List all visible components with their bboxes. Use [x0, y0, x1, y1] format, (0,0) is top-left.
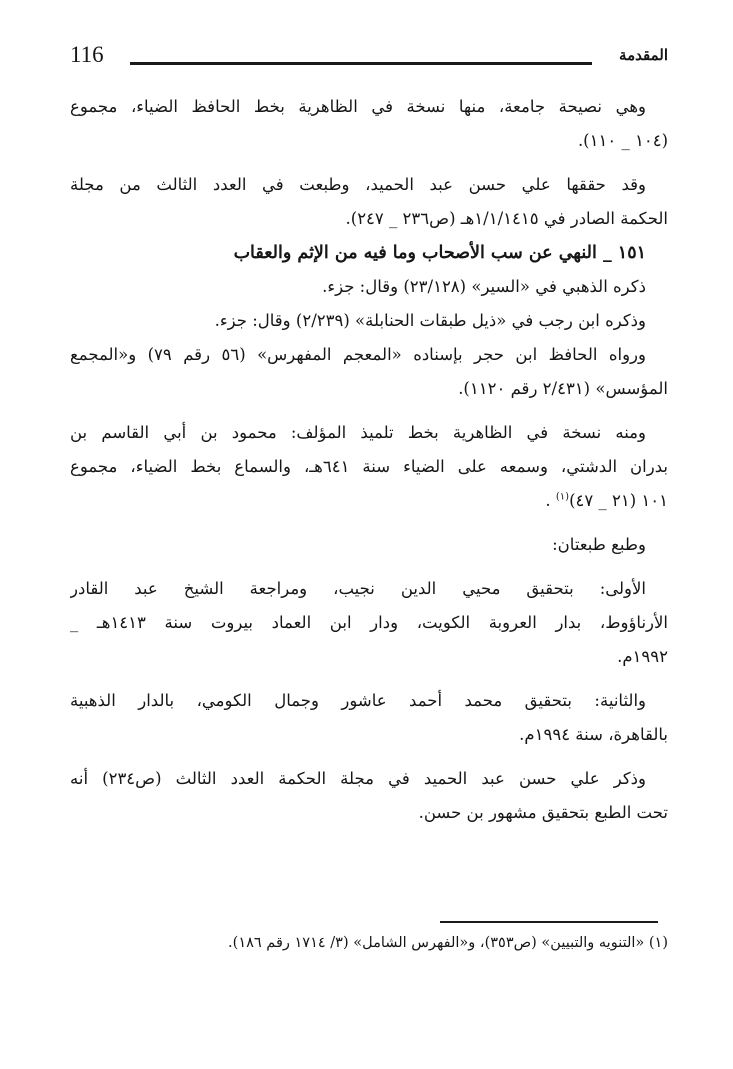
paragraph-line: وذكره ابن رجب في «ذيل طبقات الحنابلة» (٢/٢٣٩) وقال: جزء. — [214, 311, 646, 330]
footnote-reference: (١) — [555, 491, 570, 503]
paragraph-line: وقد حققها علي حسن عبد الحميد، وطبعت في العدد الثالث من مجلة — [70, 175, 646, 194]
section-heading: ١٥١ _ النهي عن سب الأصحاب وما فيه من الإثم والعقاب — [233, 243, 646, 263]
footnote-rule — [440, 921, 658, 923]
page-number: 116 — [70, 42, 104, 67]
paragraph-line: بدران الدشتي، وسمعه على الضياء سنة ٦٤١هـ، والسماع بخط الضياء، مجموع — [70, 457, 668, 476]
paragraph-line: الحكمة الصادر في ١/١/١٤١٥هـ (ص٢٣٦ _ ٢٤٧). — [345, 209, 668, 228]
paragraph-line: وهي نصيحة جامعة، منها نسخة في الظاهرية بخط الحافظ الضياء، مجموع — [70, 97, 646, 116]
running-header — [70, 40, 668, 76]
header-rule — [130, 62, 592, 65]
paragraph-line: تحت الطبع بتحقيق مشهور بن حسن. — [418, 803, 668, 822]
running-title: المقدمة — [619, 46, 668, 64]
paragraph-line — [70, 484, 668, 518]
paragraph-line: وطبع طبعتان: — [552, 535, 646, 554]
paragraph-line: ذكره الذهبي في «السير» (٢٣/١٢٨) وقال: جزء. — [322, 277, 646, 296]
paragraph-line: (١٠٤ _ ١١٠). — [577, 131, 668, 150]
paragraph-line: المؤسس» (٢/٤٣١ رقم ١١٢٠). — [458, 379, 668, 398]
paragraph-line: الأولى: بتحقيق محيي الدين نجيب، ومراجعة الشيخ عبد القادر — [70, 579, 646, 598]
paragraph-line: وذكر علي حسن عبد الحميد في مجلة الحكمة العدد الثالث (ص٢٣٤) أنه — [70, 769, 646, 788]
footnote: (١) «التنويه والتبيين» (ص٣٥٣)، و«الفهرس الشامل» (٣/ ١٧١٤ رقم ١٨٦). — [228, 935, 668, 951]
paragraph-line: ومنه نسخة في الظاهرية بخط تلميذ المؤلف: محمود بن أبي القاسم بن — [70, 423, 646, 442]
line-end: . — [545, 491, 551, 510]
paragraph-line: ورواه الحافظ ابن حجر بإسناده «المعجم المفهرس» (٥٦ رقم ٧٩) و«المجمع — [70, 345, 646, 364]
paragraph-line: بالقاهرة، سنة ١٩٩٤م. — [519, 725, 668, 744]
paragraph-line: والثانية: بتحقيق محمد أحمد عاشور وجمال الكومي، بالدار الذهبية — [70, 691, 646, 710]
line-text: ١٠١ (٢١ _ ٤٧) — [569, 491, 668, 510]
paragraph-line: ١٩٩٢م. — [617, 647, 668, 666]
paragraph-line: الأرناؤوط، بدار العروبة الكويت، ودار ابن العماد بيروت سنة ١٤١٣هـ _ — [70, 613, 668, 632]
body-text — [70, 90, 668, 830]
